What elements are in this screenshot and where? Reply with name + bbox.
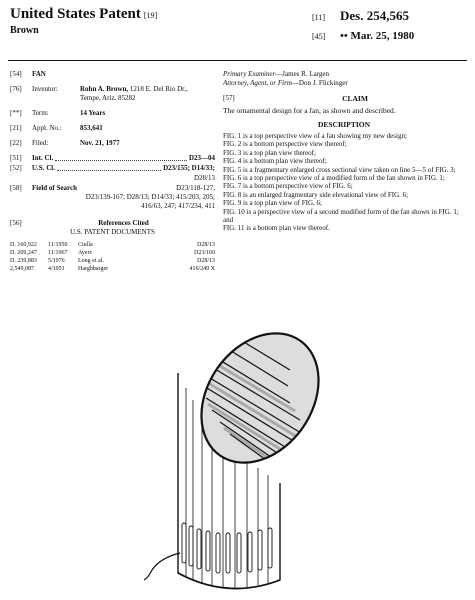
header-rule [8, 60, 467, 61]
figure-description: FIG. 2 is a bottom perspective view thereof; [223, 140, 347, 149]
attorney-label: Attorney, Agent, or Firm [223, 79, 292, 87]
date-code: [45] [312, 32, 326, 41]
reference-cls: D23/160 [194, 250, 215, 256]
description-heading: DESCRIPTION [317, 120, 371, 129]
reference-name: Long et al. [78, 258, 104, 264]
field-inventor [10, 85, 215, 103]
reference-date: 5/1976 [48, 258, 65, 264]
patent-number-row [312, 7, 467, 27]
patent-date: Mar. 25, 1980 [350, 30, 415, 42]
patent-title-text: United States Patent [10, 6, 141, 22]
figure-description: FIG. 9 is a top plan view of FIG. 6; [223, 199, 322, 208]
field-appl [10, 124, 215, 133]
figure-description: FIG. 5 is a fragmentary enlarged cross sectional view taken on line 5—5 of FIG. 3; [223, 165, 456, 174]
field-code: [58] [10, 184, 22, 192]
reference-num: D. 160,922 [10, 242, 37, 248]
reference-row [10, 257, 215, 265]
uscl-value: D23/155; D14/33; [163, 164, 215, 172]
patent-number-block [312, 7, 467, 46]
search-value-1: D23/118-127, [176, 184, 215, 192]
uscl-line-2: D28/13 [194, 174, 215, 182]
field-code: [52] [10, 164, 22, 172]
uscl-line [32, 164, 215, 173]
examiner-label: Primary Examiner [223, 70, 276, 78]
refs-heading: References Cited [98, 219, 149, 227]
field-code: [22] [10, 139, 22, 147]
patent-header-title [10, 6, 157, 23]
field-intcl [10, 154, 215, 163]
field-uscl [10, 164, 215, 173]
design-title: FAN [32, 70, 46, 78]
figure-description: FIG. 6 is a top perspective view of a modified form of the fan shown in FIG. 1; [223, 174, 445, 183]
description-list [223, 132, 465, 233]
figure-description: FIG. 3 is a top plan view thereof; [223, 148, 316, 157]
search-line-2: D23/139-167; D28/13; D14/33; 415/203, 205; [85, 193, 215, 201]
bibliographic-column [10, 70, 215, 273]
field-label: Appl. No.: [32, 124, 62, 132]
inventor-value [80, 85, 215, 103]
reference-name: Harghbarger [78, 266, 109, 272]
field-label: Field of Search [32, 184, 77, 192]
references-list [10, 241, 215, 273]
field-code: [54] [10, 70, 22, 78]
refs-subheading: U.S. PATENT DOCUMENTS [70, 228, 155, 236]
reference-num: 2,549,087 [10, 266, 34, 272]
inventor-address: 1218 E. Del Rio Dr., [128, 85, 188, 93]
field-refs [10, 219, 215, 228]
reference-cls: D28/13 [197, 242, 215, 248]
appl-value: 853,641 [80, 124, 103, 132]
figure-description: FIG. 4 is a bottom plan view thereof; [223, 157, 327, 166]
field-code: [**] [10, 109, 22, 117]
field-label: Filed: [32, 139, 49, 147]
number-code: [11] [312, 13, 326, 22]
reference-name: Ciulla [78, 242, 93, 248]
search-line-3: 416/63, 247; 417/234, 411 [141, 202, 215, 210]
field-code: [51] [10, 154, 22, 162]
term-value: 14 Years [80, 109, 106, 117]
claim-heading-row [223, 94, 465, 106]
intcl-value: D23—04 [188, 154, 215, 162]
attorney-name: —Don J. Flickinger [291, 79, 348, 87]
inventor-name: Rohn A. Brown, [80, 85, 129, 93]
reference-row [10, 265, 215, 273]
field-search [10, 184, 215, 193]
attorney-line [223, 79, 465, 88]
search-line [32, 184, 215, 193]
reference-row [10, 241, 215, 249]
reference-cls: D28/13 [197, 258, 215, 264]
field-code: [57] [223, 94, 235, 102]
field-title [10, 70, 215, 79]
date-marker: •• [340, 30, 348, 42]
field-code: [76] [10, 85, 22, 93]
figure-description: FIG. 7 is a bottom perspective view of FIG. 6; [223, 182, 353, 191]
figure-description: FIG. 11 is a bottom plan view thereof. [223, 224, 330, 233]
reference-date: 11/1967 [48, 250, 68, 256]
field-term [10, 109, 215, 118]
field-filed [10, 139, 215, 148]
reference-row [10, 249, 215, 257]
claims-column [223, 70, 465, 233]
reference-date: 4/1951 [48, 266, 65, 272]
patent-date-row [312, 27, 467, 46]
reference-name: Ayers [78, 250, 92, 256]
reference-num: D. 209,247 [10, 250, 37, 256]
fan-power-cord [144, 553, 180, 580]
examiner-line [223, 70, 465, 79]
reference-date: 11/1950 [48, 242, 68, 248]
fan-drawing [140, 318, 350, 598]
field-code: [21] [10, 124, 22, 132]
figure-description: FIG. 1 is a top perspective view of a fan showing my new design; [223, 132, 407, 140]
figure-description: FIG. 10 is a perspective view of a second modified form of the fan shown in FIG. 1; and [223, 207, 459, 225]
reference-num: D. 239,883 [10, 258, 37, 264]
patent-number: Des. 254,565 [340, 8, 409, 23]
reference-cls: 416/249 X [189, 266, 215, 272]
title-code: [19] [143, 11, 158, 20]
field-label: U.S. Cl. [32, 164, 55, 172]
field-label: Inventor: [32, 85, 58, 93]
field-label: Int. Cl. [32, 154, 54, 162]
inventor-city: Tempe, Ariz. 85282 [80, 94, 136, 102]
inventor-surname: Brown [10, 25, 39, 36]
field-label: Term: [32, 109, 49, 117]
claim-text: The ornamental design for a fan, as shown and described. [223, 106, 396, 115]
figure-description: FIG. 8 is an enlarged fragmentary side elevational view of FIG. 6; [223, 190, 409, 199]
examiner-name: —James R. Largen [275, 70, 330, 78]
intcl-line [32, 154, 215, 163]
claim-heading: CLAIM [342, 94, 368, 103]
field-code: [56] [10, 219, 22, 227]
filed-value: Nov. 21, 1977 [80, 139, 120, 147]
